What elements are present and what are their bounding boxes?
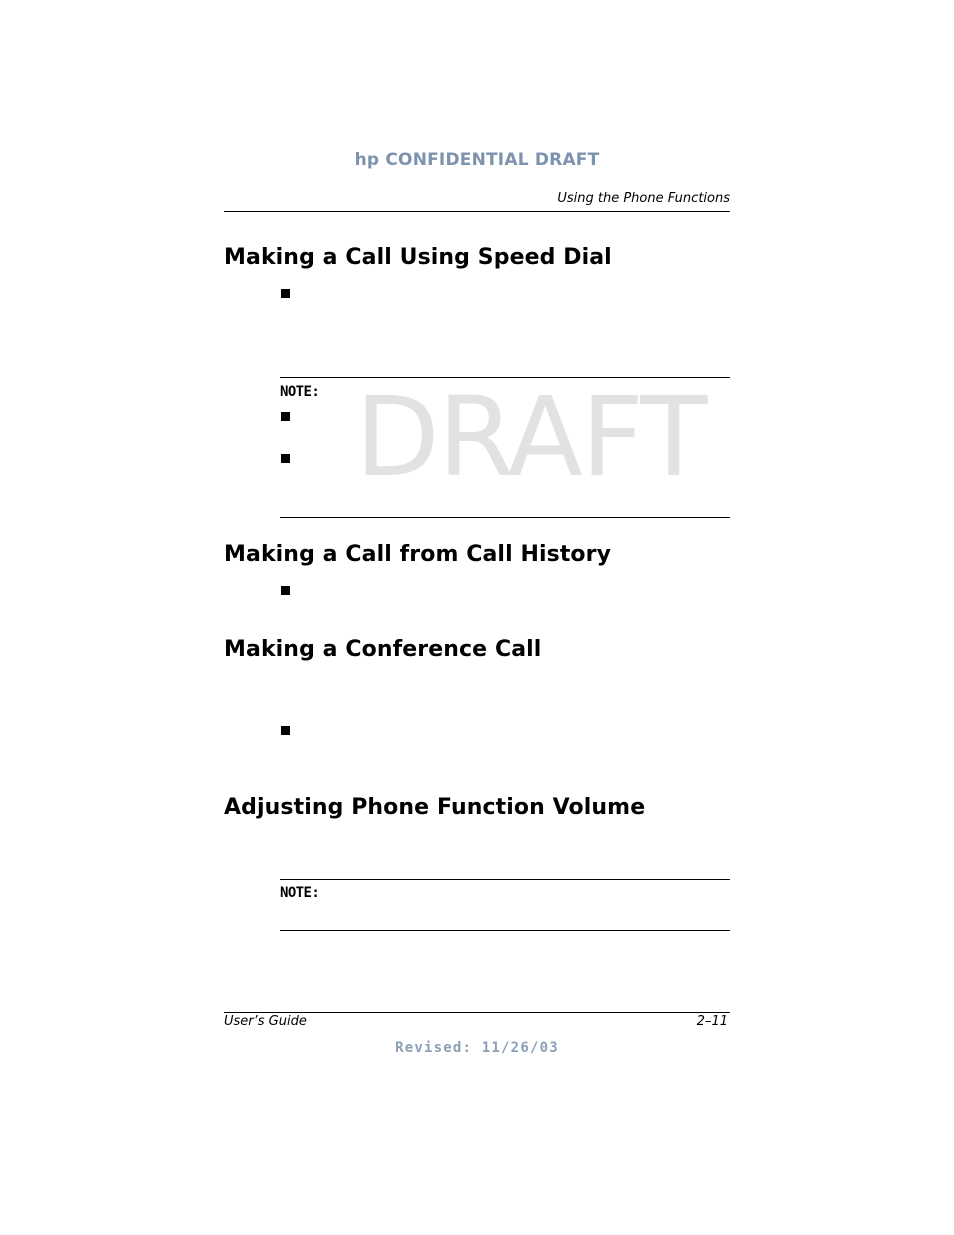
note-top-rule — [280, 879, 730, 880]
bullet-item — [281, 586, 290, 595]
bullet-item — [281, 726, 290, 735]
revised-date: Revised: 11/26/03 — [395, 1040, 559, 1056]
section-title-call-history: Making a Call from Call History — [224, 542, 612, 567]
footer-guide-title: User’s Guide — [224, 1014, 307, 1029]
bullet-item — [281, 454, 290, 463]
draft-watermark: DRAFT — [355, 373, 706, 501]
confidential-banner: hp CONFIDENTIAL DRAFT — [354, 150, 600, 170]
footer-rule — [224, 1012, 730, 1013]
running-head: Using the Phone Functions — [557, 191, 730, 206]
bullet-item — [281, 289, 290, 298]
section-title-volume: Adjusting Phone Function Volume — [224, 795, 646, 820]
note-label: NOTE: — [280, 885, 320, 901]
note-bottom-rule — [280, 517, 730, 518]
page-number: 2–11 — [696, 1014, 728, 1029]
note-top-rule — [280, 377, 730, 378]
note-label: NOTE: — [280, 384, 320, 400]
note-bottom-rule — [280, 930, 730, 931]
header-rule — [224, 211, 730, 212]
section-title-speed-dial: Making a Call Using Speed Dial — [224, 245, 612, 270]
section-title-conference-call: Making a Conference Call — [224, 637, 542, 662]
bullet-item — [281, 412, 290, 421]
